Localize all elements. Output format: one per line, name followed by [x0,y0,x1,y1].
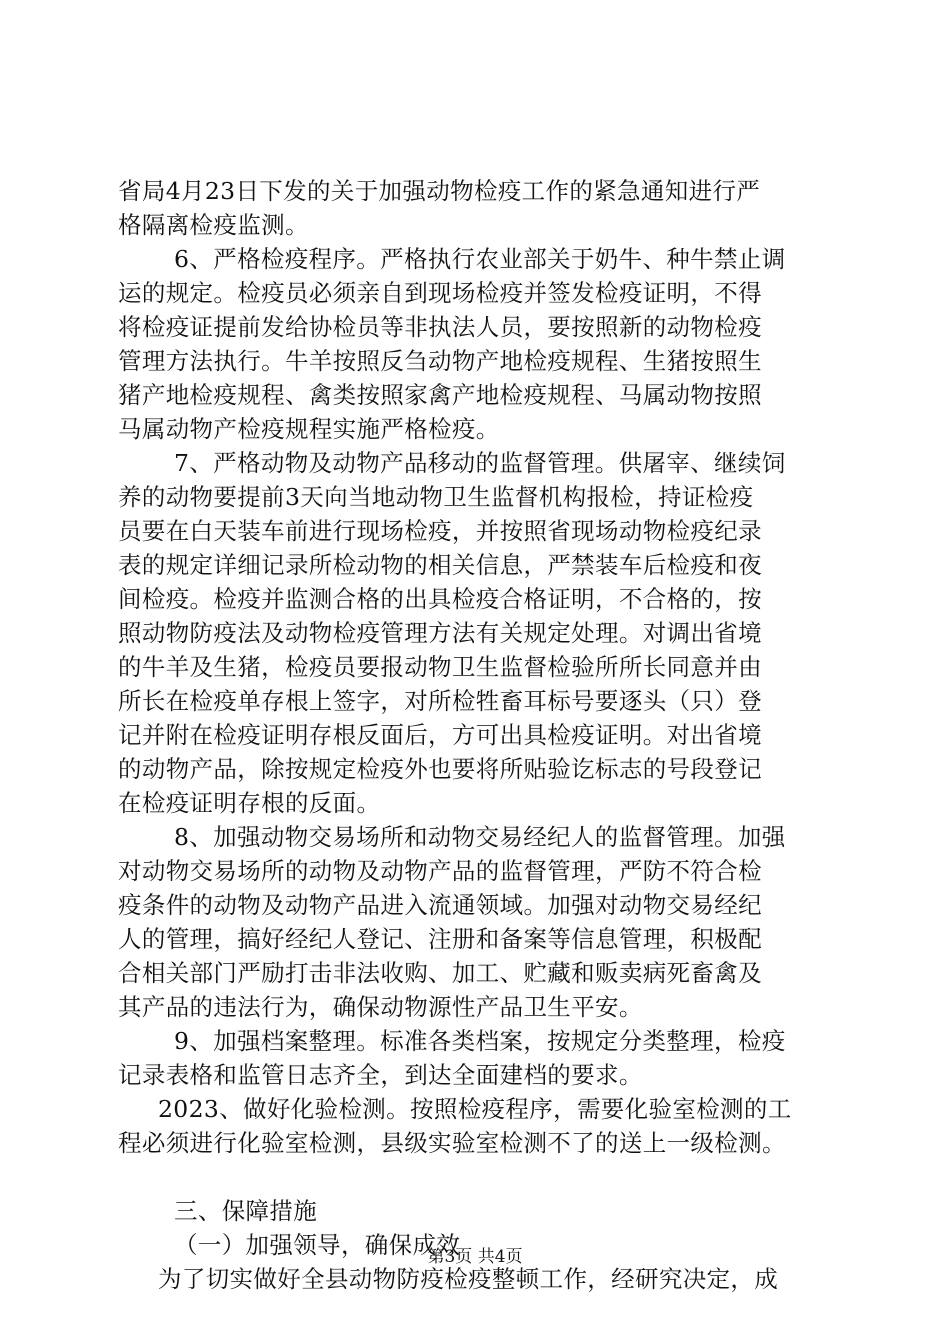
paragraph-item-10: 2023、做好化验检测。按照检疫程序，需要化验室检测的工 [158,1095,792,1123]
text-line: 将检疫证提前发给协检员等非执法人员，要按照新的动物检疫 [118,313,762,341]
paragraph-item-6: 6、严格检疫程序。严格执行农业部关于奶牛、种牛禁止调 [174,245,786,273]
text-line: 管理方法执行。牛羊按照反刍动物产地检疫规程、生猪按照生 [118,347,762,375]
text-line: 其产品的违法行为，确保动物源性产品卫生平安。 [118,993,643,1021]
page-number-footer: 第3页 共4页 [427,1247,523,1267]
text-line: 人的管理，搞好经纪人登记、注册和备案等信息管理，积极配 [118,925,762,953]
text-line: 表的规定详细记录所检动物的相关信息，严禁装车后检疫和夜 [118,551,762,579]
text-line: 员要在白天装车前进行现场检疫，并按照省现场动物检疫纪录 [118,517,762,545]
paragraph-gap [118,1160,848,1194]
paragraph-item-9: 9、加强档案整理。标准各类档案，按规定分类整理，检疫 [174,1027,786,1055]
text-line: 格隔离检疫监测。 [118,211,309,239]
text-line: 程必须进行化验室检测，县级实验室检测不了的送上一级检测。 [118,1129,786,1157]
text-line: 省局4月23日下发的关于加强动物检疫工作的紧急通知进行严 [118,177,761,205]
paragraph-start: 为了切实做好全县动物防疫检疫整顿工作，经研究决定，成 [158,1265,779,1293]
text-line: 马属动物产检疫规程实施严格检疫。 [118,415,500,443]
text-line: 合相关部门严励打击非法收购、加工、贮藏和贩卖病死畜禽及 [118,959,762,987]
text-line: 的牛羊及生猪，检疫员要报动物卫生监督检验所所长同意并由 [118,653,762,681]
text-line: 间检疫。检疫并监测合格的出具检疫合格证明，不合格的，按 [118,585,762,613]
text-line: 在检疫证明存根的反面。 [118,789,381,817]
text-line: 照动物防疫法及动物检疫管理方法有关规定处理。对调出省境 [118,619,762,647]
text-line: 养的动物要提前3天向当地动物卫生监督机构报检，持证检疫 [118,483,754,511]
document-body [118,174,848,1296]
text-line: 记并附在检疫证明存根反面后，方可出具检疫证明。对出省境 [118,721,762,749]
paragraph-item-8: 8、加强动物交易场所和动物交易经纪人的监督管理。加强 [174,823,786,851]
section-heading: 三、保障措施 [174,1197,318,1225]
text-line: 所长在检疫单存根上签字，对所检牲畜耳标号要逐头（只）登 [118,687,762,715]
text-line: 猪产地检疫规程、禽类按照家禽产地检疫规程、马属动物按照 [118,381,762,409]
text-line: 记录表格和监管日志齐全，到达全面建档的要求。 [118,1061,643,1089]
subsection-heading: （一）加强领导，确保成效 [174,1231,461,1259]
paragraph-item-7: 7、严格动物及动物产品移动的监督管理。供屠宰、继续饲 [174,449,786,477]
text-line: 对动物交易场所的动物及动物产品的监督管理，严防不符合检 [118,857,762,885]
text-line: 的动物产品，除按规定检疫外也要将所贴验讫标志的号段登记 [118,755,762,783]
text-line: 运的规定。检疫员必须亲自到现场检疫并签发检疫证明，不得 [118,279,762,307]
text-line: 疫条件的动物及动物产品进入流通领域。加强对动物交易经纪 [118,891,762,919]
